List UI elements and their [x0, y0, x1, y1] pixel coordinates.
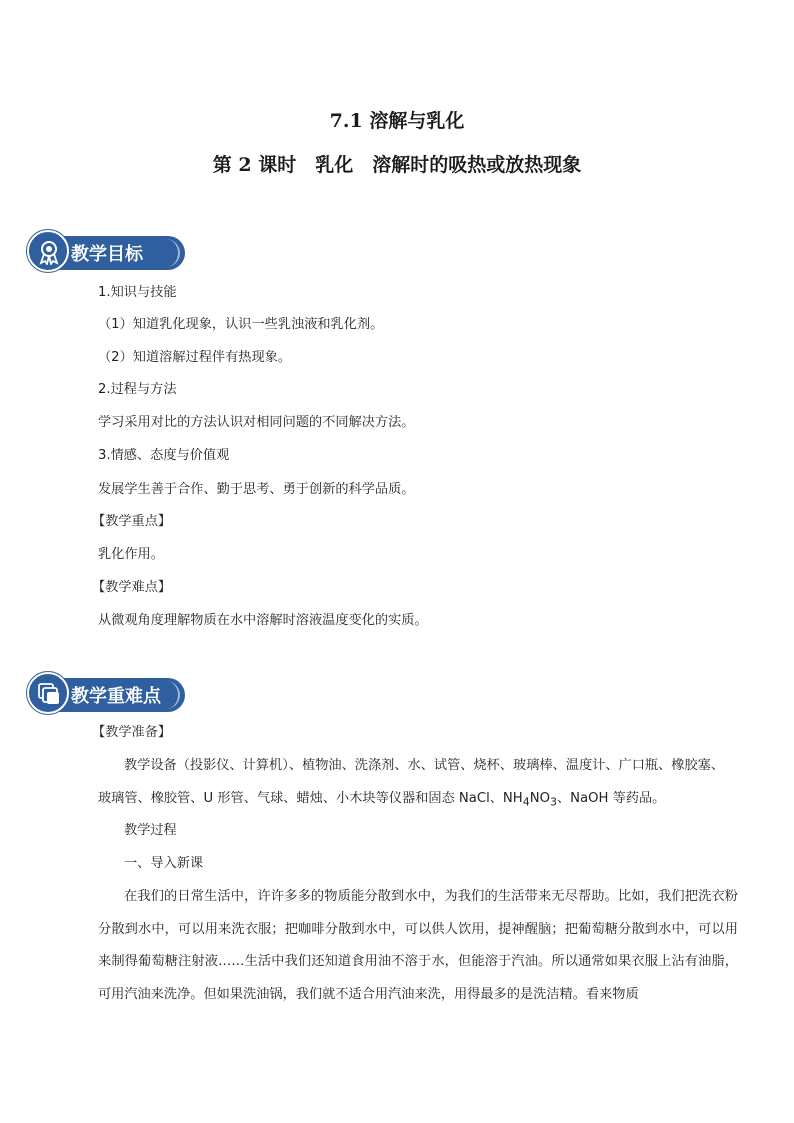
text-line: （2）知道溶解过程伴有热现象。: [98, 350, 292, 365]
text-line: 从微观角度理解物质在水中溶解时溶液温度变化的实质。: [98, 613, 428, 628]
text-line: 学习采用对比的方法认识对相同问题的不同解决方法。: [98, 415, 415, 430]
text-line: （1）知道乳化现象，认识一些乳浊液和乳化剂。: [98, 317, 384, 332]
section-banner-key-points: [27, 672, 187, 714]
intro-paragraph: 在我们的日常生活中，许许多多的物质能分散到水中，为我们的生活带来无尽帮助。比如，我们把洗衣粉分散到水中，可以用来洗衣服；把咖啡分散到水中，可以供人饮用，提神醒脑；把葡萄糖分散到水中，可以用来制得葡萄糖注射液……生活中我们还知道食用油不溶于水，但能溶于汽油。所以通常如果衣服上沾有油脂，可用汽油来洗净。但如果洗油锅，我们就不适合用汽油来洗，用得最多的是洗洁精。看来物质: [98, 889, 738, 1002]
text-fragment: 玻璃管、橡胶管、U 形管、气球、蜡烛、小木块等仪器和固态 NaCl、NH: [98, 791, 523, 806]
text-fragment: 、NaOH 等药品。: [556, 791, 666, 806]
layered-documents-icon: [27, 672, 69, 714]
text-line: 【教学难点】: [92, 580, 172, 595]
text-fragment: NO: [529, 791, 550, 806]
text-line: 一、导入新课: [124, 856, 204, 871]
document-subtitle: 第 2 课时 乳化 溶解时的吸热或放热现象: [212, 154, 582, 176]
section-heading: 教学目标: [71, 244, 143, 265]
text-line: 【教学重点】: [92, 514, 172, 529]
text-line: 2.过程与方法: [98, 382, 177, 397]
prep-text-line: [98, 790, 665, 812]
subscript: 4: [522, 795, 530, 809]
section-heading: 教学重难点: [71, 686, 161, 707]
text-line: 发展学生善于合作、勤于思考、勇于创新的科学品质。: [98, 482, 415, 497]
text-line: 3.情感、态度与价值观: [98, 448, 230, 463]
text-line: 1.知识与技能: [98, 285, 177, 300]
text-line: 教学过程: [124, 823, 177, 838]
document-title: 7.1 溶解与乳化: [329, 110, 465, 132]
text-line: 乳化作用。: [98, 547, 164, 562]
text-line: 【教学准备】: [92, 725, 172, 740]
subscript: 3: [549, 795, 557, 809]
section-banner-objectives: [27, 230, 187, 272]
ribbon-award-icon: [27, 230, 69, 272]
text-line: 教学设备（投影仪、计算机）、植物油、洗涤剂、水、试管、烧杯、玻璃棒、温度计、广口瓶、橡胶塞、: [124, 758, 725, 773]
